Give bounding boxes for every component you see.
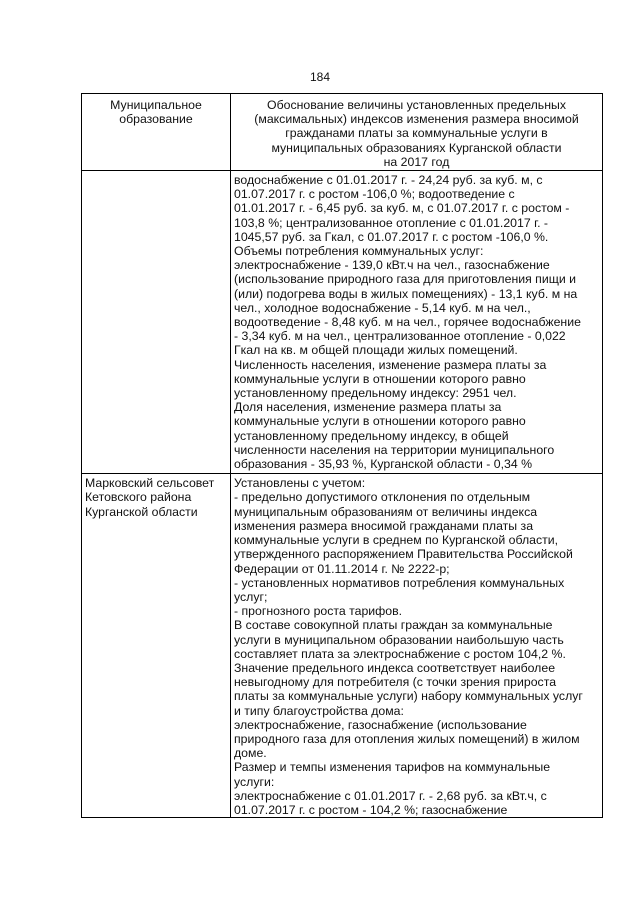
text-line: электроснабжение - 139,0 кВт.ч на чел., газоснабжение <box>234 258 550 273</box>
text-line: Размер и темпы изменения тарифов на коммунальные <box>234 760 551 775</box>
text-line: Объемы потребления коммунальных услуг: <box>234 244 484 259</box>
text-line: В составе совокупной платы граждан за коммунальные <box>234 618 553 633</box>
text-line: природного газа для отопления жилых помещений) в жилом <box>234 731 580 746</box>
text-line: Значение предельного индекса соответствует наиболее <box>234 660 556 675</box>
text-line: Установлены с учетом: <box>234 476 366 491</box>
text-line: - 3,34 куб. м на чел., централизованное отопление - 0,022 <box>234 329 566 344</box>
text-line: 01.07.2017 г. с ростом - 104,2 %; газоснабжение <box>234 802 508 817</box>
text-line: чел., холодное водоснабжение - 5,14 куб. м на чел., <box>234 300 531 315</box>
municipality-line: Марковский сельсовет <box>85 476 215 491</box>
header-line: Обоснование величины установленных предельных <box>267 98 566 112</box>
text-line: 01.07.2017 г. с ростом -106,0 %; водоотведение с <box>234 187 515 202</box>
header-line: образование <box>119 112 193 127</box>
header-line: Муниципальное <box>110 98 202 112</box>
text-line: образования - 35,93 %, Курганской области - 0,34 % <box>234 457 533 472</box>
header-line: гражданами платы за коммунальные услуги в <box>285 126 548 141</box>
text-line: изменения размера вносимой гражданами платы за <box>234 518 534 533</box>
municipality-cell <box>82 474 231 818</box>
text-line: услуги: <box>234 774 275 789</box>
text-line: электроснабжение с 01.01.2017 г. - 2,68 руб. за кВт.ч, с <box>234 788 547 803</box>
text-line: водоотведение - 8,48 куб. м на чел., горячее водоснабжение <box>234 315 581 330</box>
table-header-row <box>82 94 603 171</box>
text-line: составляет плата за электроснабжение с ростом 104,2 %. <box>234 646 566 661</box>
header-justification <box>231 94 603 171</box>
text-line: коммунальные услуги в среднем по Курганской области, <box>234 533 559 548</box>
header-line: (максимальных) индексов изменения размера вносимой <box>254 112 579 127</box>
text-line: - предельно допустимого отклонения по отдельным <box>234 490 531 505</box>
text-line: Федерации от 01.11.2014 г. № 2222-р; <box>234 561 450 576</box>
text-line: 1045,57 руб. за Гкал, с 01.07.2017 г. с ростом -106,0 %. <box>234 229 549 244</box>
header-line: на 2017 год <box>383 154 450 169</box>
text-line: Численность населения, изменение размера платы за <box>234 357 547 372</box>
text-line: 01.01.2017 г. - 6,45 руб. за куб. м, с 01.07.2017 г. с ростом - <box>234 201 570 216</box>
text-line: невыгодному для потребителя (с точки зрения прироста <box>234 675 557 690</box>
text-line: и типу благоустройства дома: <box>234 703 404 718</box>
header-municipality <box>82 94 231 171</box>
text-line: платы за коммунальные услуги) набору коммунальных услуг <box>234 689 583 704</box>
municipality-cell <box>82 171 231 474</box>
text-line: установленному предельному индексу, в общей <box>234 428 509 443</box>
text-line: установленному предельному индексу: 2951 чел. <box>234 386 517 401</box>
municipality-line: Курганской области <box>85 504 198 519</box>
header-line: муниципальных образованиях Курганской области <box>271 140 562 155</box>
text-line: утвержденного распоряжением Правительства Российской <box>234 547 573 562</box>
text-line: электроснабжение, газоснабжение (использование <box>234 717 527 732</box>
text-line: - установленных нормативов потребления коммунальных <box>234 575 565 590</box>
text-line: 103,8 %; централизованное отопление с 01.01.2017 г. - <box>234 215 549 230</box>
text-line: коммунальные услуги в отношении которого равно <box>234 371 526 386</box>
text-line: доме. <box>234 746 267 761</box>
justification-cell <box>231 171 603 474</box>
text-line: услуги в муниципальном образовании наибольшую часть <box>234 632 564 647</box>
text-line: Гкал на кв. м общей площади жилых помещений. <box>234 343 518 358</box>
text-line: муниципальным образованиям от величины индекса <box>234 504 538 519</box>
text-line: численности населения на территории муниципального <box>234 442 555 457</box>
page-number: 184 <box>309 70 331 84</box>
text-line: водоснабжение с 01.01.2017 г. - 24,24 руб. за куб. м, с <box>234 173 543 188</box>
text-line: коммунальные услуги в отношении которого равно <box>234 414 526 429</box>
text-line: - прогнозного роста тарифов. <box>234 604 403 619</box>
table-row <box>82 171 603 474</box>
justification-cell <box>231 474 603 818</box>
text-line: услуг; <box>234 589 268 604</box>
table-row <box>82 474 603 818</box>
municipality-line: Кетовского района <box>85 490 192 505</box>
text-line: Доля населения, изменение размера платы за <box>234 400 502 415</box>
text-line: (или) подогрева воды в жилых помещениях) - 13,1 куб. м на <box>234 286 578 301</box>
text-line: (использование природного газа для приготовления пищи и <box>234 272 576 287</box>
tariff-justification-table <box>81 93 603 818</box>
